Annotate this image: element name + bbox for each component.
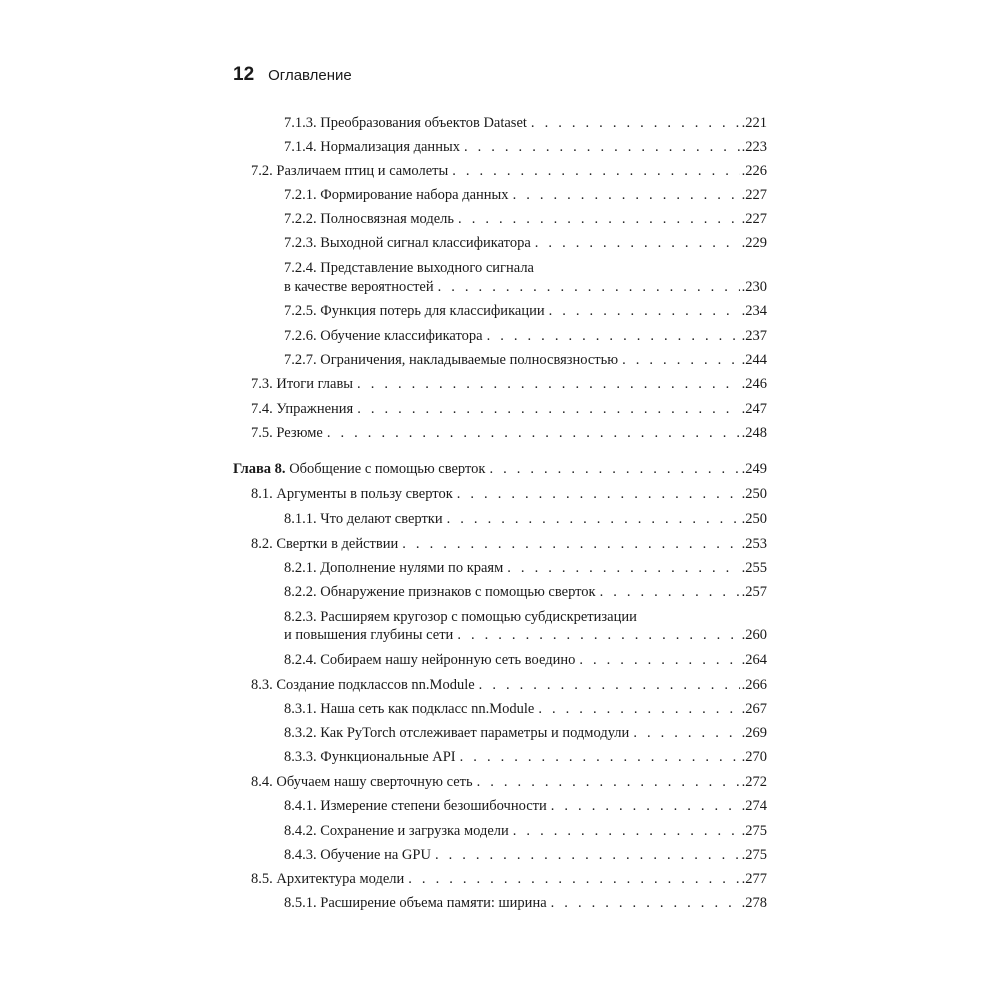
toc-entry-title: Создание подклассов nn.Module — [276, 677, 475, 693]
toc-entry-number: 8.5.1. — [284, 895, 317, 911]
toc-entry-page: 227 — [745, 187, 767, 203]
toc-entry-8-1-1[interactable]: 8.1.1. Что делают свертки . . . .250 — [284, 509, 767, 529]
toc-entry-8-4-2[interactable]: 8.4.2. Сохранение и загрузка модели . . . .275 — [284, 821, 767, 841]
toc-entry-title: Обучение на GPU — [320, 847, 431, 863]
toc-entry-7-4[interactable]: 7.4. Упражнения . . . .247 — [251, 399, 767, 419]
dot-leader — [579, 650, 739, 670]
toc-entry-page: 230 — [745, 279, 767, 295]
toc-entry-number: 7.2.7. — [284, 352, 317, 368]
dot-leader — [327, 423, 740, 443]
toc-entry-number: 7.2.2. — [284, 211, 317, 227]
toc-entry-title: Измерение степени безошибочности — [320, 798, 547, 814]
dot-leader — [457, 484, 740, 504]
dot-leader — [538, 699, 739, 719]
toc-entry-7-2-1[interactable]: 7.2.1. Формирование набора данных . . . .227 — [284, 185, 767, 205]
toc-entry-number: 7.2.1. — [284, 187, 317, 203]
toc-entry-8-3-3[interactable]: 8.3.3. Функциональные API . . . .270 — [284, 747, 767, 767]
toc-entry-page: 244 — [745, 352, 767, 368]
toc-entry-8-4[interactable]: 8.4. Обучаем нашу сверточную сеть . . . .272 — [251, 772, 767, 792]
dot-leader — [513, 185, 740, 205]
dot-leader — [551, 893, 740, 913]
dot-leader — [535, 233, 740, 253]
toc-entry-page: 237 — [745, 328, 767, 344]
toc-chapter-8[interactable]: Глава 8. Обобщение с помощью сверток . . . .249 — [233, 459, 767, 479]
dot-leader — [458, 209, 740, 229]
toc-entry-number: 7.5. — [251, 425, 273, 441]
toc-entry-8-1[interactable]: 8.1. Аргументы в пользу сверток . . . .250 — [251, 484, 767, 504]
toc-entry-number: 7.2.5. — [284, 303, 317, 319]
toc-entry-number: 7.3. — [251, 376, 273, 392]
toc-entry-title-line1: Расширяем кругозор с помощью субдискретизации — [320, 609, 637, 625]
page-number: 12 — [233, 64, 255, 85]
toc-entry-title: Выходной сигнал классификатора — [320, 235, 531, 251]
toc-entry-number: 8.4.2. — [284, 823, 317, 839]
toc-entry-page: 275 — [745, 823, 767, 839]
toc-entry-page: 267 — [745, 701, 767, 717]
toc-entry-8-3-2[interactable]: 8.3.2. Как PyTorch отслеживает параметры и подмодули . . . .269 — [284, 723, 767, 743]
toc-entry-number: 7.2.3. — [284, 235, 317, 251]
dot-leader — [402, 534, 739, 554]
toc-entry-8-2-3-line1[interactable] — [284, 607, 767, 627]
toc-entry-title: Преобразования объектов Dataset — [320, 115, 527, 131]
toc-entry-page: 253 — [745, 536, 767, 552]
toc-entry-title: Собираем нашу нейронную сеть воедино — [320, 652, 576, 668]
toc-entry-number: 7.4. — [251, 401, 273, 417]
dot-leader — [600, 582, 740, 602]
dot-leader — [447, 509, 740, 529]
toc-entry-title: Дополнение нулями по краям — [320, 560, 504, 576]
toc-entry-title-line1: Представление выходного сигнала — [320, 260, 534, 276]
dot-leader — [435, 845, 740, 865]
toc-entry-7-2-6[interactable]: 7.2.6. Обучение классификатора . . . .237 — [284, 326, 767, 346]
toc-entry-7-2-4-line2[interactable]: в качестве вероятностей . . . .230 — [284, 277, 767, 297]
toc-entry-7-2-4-line1[interactable] — [284, 258, 767, 278]
toc-entry-number: 8.2.1. — [284, 560, 317, 576]
toc-entry-title: Архитектура модели — [276, 871, 405, 887]
dot-leader — [460, 747, 740, 767]
toc-entry-title: Нормализация данных — [320, 139, 460, 155]
toc-entry-page: 260 — [745, 627, 767, 643]
toc-entry-8-5[interactable]: 8.5. Архитектура модели . . . .277 — [251, 869, 767, 889]
toc-entry-title: Как PyTorch отслеживает параметры и подмодули — [320, 725, 630, 741]
toc-entry-page: 248 — [745, 425, 767, 441]
dot-leader — [457, 625, 739, 645]
toc-entry-number: 8.5. — [251, 871, 273, 887]
toc-entry-8-2-1[interactable]: 8.2.1. Дополнение нулями по краям . . . .255 — [284, 558, 767, 578]
toc-entry-page: 227 — [745, 211, 767, 227]
toc-entry-number: 8.2.3. — [284, 609, 317, 625]
toc-entry-7-2-7[interactable]: 7.2.7. Ограничения, накладываемые полносвязностью . . . .244 — [284, 350, 767, 370]
toc-entry-number: 8.4. — [251, 774, 273, 790]
toc-entry-number: 8.2. — [251, 536, 273, 552]
dot-leader — [622, 350, 740, 370]
toc-entry-page: 278 — [745, 895, 767, 911]
toc-entry-page: 250 — [745, 486, 767, 502]
toc-entry-8-5-1[interactable]: 8.5.1. Расширение объема памяти: ширина . . . .278 — [284, 893, 767, 913]
dot-leader — [551, 796, 740, 816]
toc-entry-title: Формирование набора данных — [320, 187, 509, 203]
dot-leader — [487, 326, 740, 346]
toc-entry-title: Различаем птиц и самолеты — [276, 163, 449, 179]
toc-entry-title: Обобщение с помощью сверток — [289, 461, 486, 477]
toc-entry-7-2-5[interactable]: 7.2.5. Функция потерь для классификации . . . .234 — [284, 301, 767, 321]
dot-leader — [633, 723, 739, 743]
toc-entry-title: Наша сеть как подкласс nn.Module — [320, 701, 535, 717]
toc-entry-page: 255 — [745, 560, 767, 576]
toc-entry-page: 223 — [745, 139, 767, 155]
toc-entry-8-3-1[interactable]: 8.3.1. Наша сеть как подкласс nn.Module . . . .267 — [284, 699, 767, 719]
toc-entry-8-2-3-line2[interactable]: и повышения глубины сети . . . .260 — [284, 625, 767, 645]
toc-entry-title: Ограничения, накладываемые полносвязностью — [320, 352, 619, 368]
dot-leader — [531, 113, 740, 133]
toc-entry-page: 229 — [745, 235, 767, 251]
toc-entry-title: Расширение объема памяти: ширина — [320, 895, 547, 911]
toc-entry-title: Обнаружение признаков с помощью сверток — [320, 584, 596, 600]
toc-entry-number: 8.3.1. — [284, 701, 317, 717]
toc-entry-number: 7.2.6. — [284, 328, 317, 344]
dot-leader — [464, 137, 740, 157]
toc-entry-7-1-3[interactable]: 7.1.3. Преобразования объектов Dataset . . . .221 — [284, 113, 767, 133]
toc-entry-page: 226 — [745, 163, 767, 179]
toc-entry-title: Резюме — [276, 425, 323, 441]
dot-leader — [489, 459, 739, 479]
dot-leader — [479, 675, 740, 695]
toc-entry-7-1-4[interactable]: 7.1.4. Нормализация данных . . . .223 — [284, 137, 767, 157]
toc-entry-8-4-3[interactable]: 8.4.3. Обучение на GPU . . . .275 — [284, 845, 767, 865]
toc-entry-page: 270 — [745, 749, 767, 765]
toc-entry-number: 7.1.3. — [284, 115, 317, 131]
toc-entry-8-4-1[interactable]: 8.4.1. Измерение степени безошибочности . . . .274 — [284, 796, 767, 816]
toc-entry-page: 274 — [745, 798, 767, 814]
toc-entry-page: 221 — [745, 115, 767, 131]
toc-entry-7-2-2[interactable]: 7.2.2. Полносвязная модель . . . .227 — [284, 209, 767, 229]
toc-entry-7-5[interactable]: 7.5. Резюме . . . .248 — [251, 423, 767, 443]
toc-entry-7-3[interactable]: 7.3. Итоги главы . . . .246 — [251, 374, 767, 394]
toc-entry-page: 249 — [745, 461, 767, 477]
toc-entry-8-2[interactable]: 8.2. Свертки в действии . . . .253 — [251, 534, 767, 554]
toc-entry-page: 234 — [745, 303, 767, 319]
toc-entry-page: 269 — [745, 725, 767, 741]
toc-entry-title: Упражнения — [276, 401, 354, 417]
toc-entry-number: 8.3. — [251, 677, 273, 693]
toc-entry-number: 8.1.1. — [284, 511, 317, 527]
toc-entry-title: Функциональные API — [320, 749, 456, 765]
toc-entry-8-2-2[interactable]: 8.2.2. Обнаружение признаков с помощью сверток . . . .257 — [284, 582, 767, 602]
dot-leader — [477, 772, 740, 792]
toc-entry-page: 257 — [745, 584, 767, 600]
toc-entry-title: Обучение классификатора — [320, 328, 483, 344]
toc-entry-title: Функция потерь для классификации — [320, 303, 545, 319]
toc-entry-number: 7.2.4. — [284, 260, 317, 276]
toc-entry-title-line2: и повышения глубины сети — [284, 627, 454, 643]
toc-entry-title: Итоги главы — [276, 376, 354, 392]
toc-entry-title-line2: в качестве вероятностей — [284, 279, 434, 295]
page-header — [233, 64, 352, 88]
dot-leader — [549, 301, 740, 321]
toc-entry-number: 8.3.3. — [284, 749, 317, 765]
toc-entry-page: 277 — [745, 871, 767, 887]
toc-entry-title: Аргументы в пользу сверток — [276, 486, 453, 502]
toc-entry-page: 250 — [745, 511, 767, 527]
toc-entry-number: 8.4.3. — [284, 847, 317, 863]
toc-entry-title: Обучаем нашу сверточную сеть — [276, 774, 473, 790]
toc-entry-page: 246 — [745, 376, 767, 392]
toc-entry-number: 8.1. — [251, 486, 273, 502]
toc-entry-title: Сохранение и загрузка модели — [320, 823, 509, 839]
dot-leader — [513, 821, 740, 841]
toc-entry-number: 7.1.4. — [284, 139, 317, 155]
toc-entry-number: 8.2.2. — [284, 584, 317, 600]
toc-entry-page: 266 — [745, 677, 767, 693]
dot-leader — [438, 277, 740, 297]
toc-chapter-number: Глава 8. — [233, 461, 286, 477]
toc-entry-7-2[interactable]: 7.2. Различаем птиц и самолеты . . . .226 — [251, 161, 767, 181]
toc-entry-page: 272 — [745, 774, 767, 790]
toc-entry-title: Свертки в действии — [276, 536, 399, 552]
toc-entry-8-2-4[interactable]: 8.2.4. Собираем нашу нейронную сеть воедино . . . .264 — [284, 650, 767, 670]
toc-entry-number: 8.4.1. — [284, 798, 317, 814]
dot-leader — [507, 558, 739, 578]
toc-entry-page: 264 — [745, 652, 767, 668]
toc-entry-number: 8.3.2. — [284, 725, 317, 741]
dot-leader — [357, 374, 740, 394]
toc-entry-number: 7.2. — [251, 163, 273, 179]
toc-entry-title: Что делают свертки — [320, 511, 443, 527]
dot-leader — [452, 161, 739, 181]
dot-leader — [408, 869, 739, 889]
toc-entry-8-3[interactable]: 8.3. Создание подклассов nn.Module . . . .266 — [251, 675, 767, 695]
toc-entry-title: Полносвязная модель — [320, 211, 455, 227]
running-head-title: Оглавление — [268, 67, 352, 84]
toc-entry-page: 247 — [745, 401, 767, 417]
toc-entry-page: 275 — [745, 847, 767, 863]
dot-leader — [357, 399, 739, 419]
toc-entry-7-2-3[interactable]: 7.2.3. Выходной сигнал классификатора . . . .229 — [284, 233, 767, 253]
toc-entry-number: 8.2.4. — [284, 652, 317, 668]
